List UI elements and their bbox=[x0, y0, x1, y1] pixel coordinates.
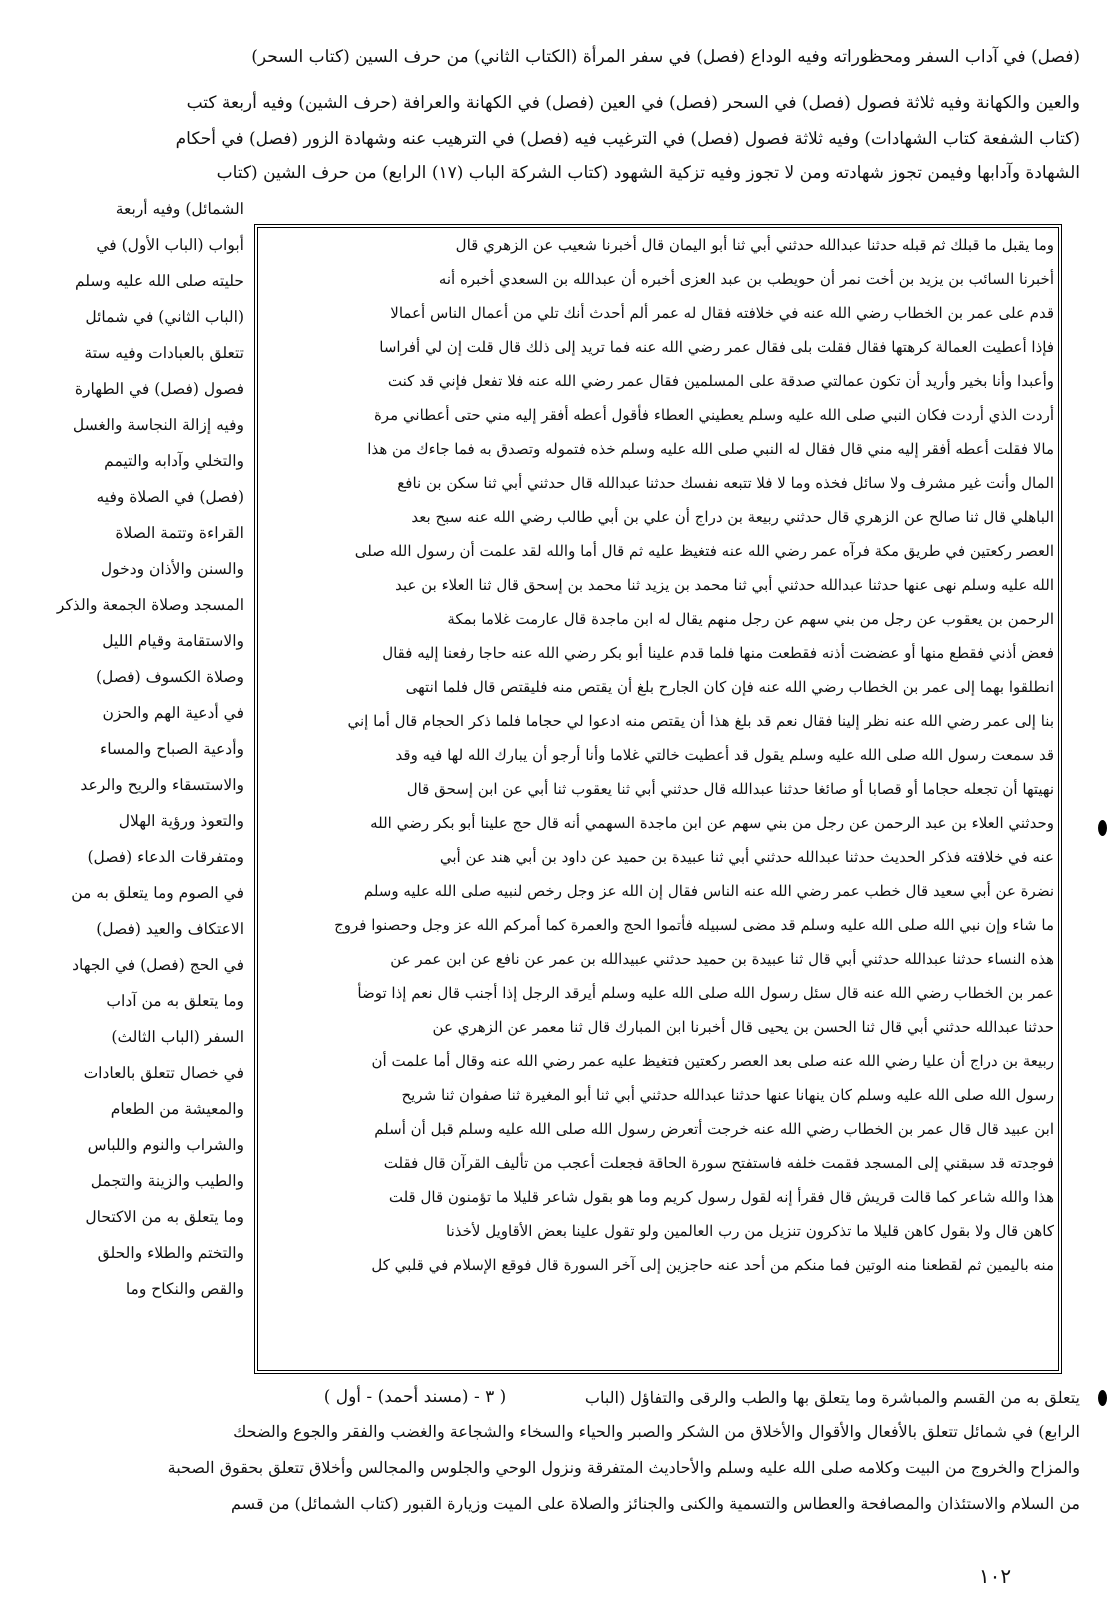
main-line: الرحمن بن يعقوب عن رجل من بني سهم عن رجل منهم يقال له ابن ماجدة قال عارمت غلاما بمكة bbox=[447, 610, 1054, 628]
main-line: قد سمعت رسول الله صلى الله عليه وسلم يقول قد أعطيت خالتي غلاما وأنا أرجو أن يبارك الله لها فيه وقد bbox=[395, 746, 1054, 764]
main-line: وحدثني العلاء بن عبد الرحمن عن رجل من بني سهم عن ابن ماجدة السهمي أنه قال حج علينا أبو بكر رضي الله bbox=[370, 814, 1054, 832]
side-line: الاعتكاف والعيد (فصل) bbox=[96, 920, 244, 938]
side-line: والتخلي وآدابه والتيمم bbox=[104, 452, 244, 470]
main-line: المال وأنت غير مشرف ولا سائل فخذه وما لا فلا تتبعه نفسك حدثنا عبدالله قال حدثني أبي ثنا سكن بن نافع bbox=[397, 474, 1054, 492]
main-line: فوجدته قد سبقني إلى المسجد فقمت خلفه فاستفتح سورة الحاقة فجعلت أعجب من تأليف القرآن قال فقلت bbox=[383, 1154, 1054, 1172]
main-line: عمر بن الخطاب رضي الله عنه قال سئل رسول الله صلى الله عليه وسلم أيرقد الرجل إذا أجنب قال نعم إذا توضأ bbox=[357, 984, 1054, 1002]
side-line: والقص والنكاح وما bbox=[125, 1280, 244, 1298]
main-line: ابن عبيد قال قال عمر بن الخطاب رضي الله عنه خرجت أتعرض رسول الله صلى الله عليه وسلم قبل أن أسلم bbox=[374, 1120, 1054, 1138]
main-line: فعض أذني فقطع منها أو عضضت أذنه فقطعت منها فلما قدم علينا أبو بكر رضي الله عنه حاجا رفعنا إليه فقال bbox=[382, 644, 1054, 662]
side-line: وصلاة الكسوف (فصل) bbox=[95, 668, 244, 686]
page-label: ( ٣ - (مسند أحمد) - أول ) bbox=[323, 1387, 507, 1407]
main-line: وما يقبل ما قبلك ثم قبله حدثنا عبدالله حدثني أبي ثنا أبو اليمان قال أخبرنا شعيب عن الزهري قال bbox=[455, 236, 1054, 254]
side-line: الشمائل) وفيه أربعة bbox=[115, 200, 244, 218]
side-line: المسجد وصلاة الجمعة والذكر bbox=[56, 596, 244, 614]
side-line: فصول (فصل) في الطهارة bbox=[74, 380, 244, 398]
side-line: والاستقامة وقيام الليل bbox=[102, 632, 244, 650]
footer-line: من السلام والاستئذان والمصافحة والعطاس والتسمية والكنى والجنائز والصلاة على الميت وزيارة القبور (كتاب الشمائل) من قسم bbox=[231, 1494, 1080, 1513]
margin-mark bbox=[1098, 1390, 1107, 1406]
main-line: كاهن قال ولا بقول كاهن قليلا ما تذكرون تنزيل من رب العالمين ولو تقول علينا بعض الأقاويل لأخذنا bbox=[446, 1222, 1054, 1240]
side-line: في أدعية الهم والحزن bbox=[102, 704, 244, 722]
main-line: أخبرنا السائب بن يزيد بن أخت نمر أن حويطب بن عبد العزى أخبره أن عبدالله بن السعدي أخبره أنه bbox=[438, 270, 1054, 288]
top-line: والعين والكهانة وفيه ثلاثة فصول (فصل) في السحر (فصل) في العين (فصل) في الكهانة والعرافة (حرف الشين) وفيه أربعة كتب bbox=[186, 93, 1080, 113]
side-line: والطيب والزينة والتجمل bbox=[90, 1172, 244, 1190]
side-line: في الحج (فصل) في الجهاد bbox=[72, 956, 244, 974]
top-line: الشهادة وآدابها وفيمن تجوز شهادته ومن لا تجوز وفيه تزكية الشهود (كتاب الشركة الباب (١٧) الرابع) من حرف الشين (كتاب bbox=[216, 163, 1080, 183]
margin-mark bbox=[1098, 820, 1107, 836]
side-line: والسنن والأذان ودخول bbox=[100, 560, 244, 578]
side-line: حليته صلى الله عليه وسلم bbox=[74, 272, 244, 290]
main-line: عنه في خلافته فذكر الحديث حدثنا عبدالله حدثني أبي ثنا عبيدة بن حميد عن داود بن أبي هند عن أبي bbox=[439, 848, 1054, 866]
side-line: وما يتعلق به من آداب bbox=[106, 992, 244, 1010]
main-line: هذا والله شاعر كما قالت قريش قال فقرأ إنه لقول رسول كريم وما هو بقول شاعر قليلا ما تؤمنون قال قلت bbox=[388, 1188, 1054, 1206]
side-line: (فصل) في الصلاة وفيه bbox=[96, 488, 244, 506]
side-line: القراءة وتتمة الصلاة bbox=[115, 524, 244, 542]
side-line: في خصال تتعلق بالعادات bbox=[83, 1064, 244, 1082]
side-line: وفيه إزالة النجاسة والغسل bbox=[72, 416, 244, 434]
main-line: منه باليمين ثم لقطعنا منه الوتين فما منكم من أحد عنه حاجزين إلى آخر السورة قال فوقع الإسلام في قلبي كل bbox=[371, 1256, 1054, 1274]
side-line: والاستسقاء والريح والرعد bbox=[80, 776, 244, 794]
side-line: تتعلق بالعبادات وفيه ستة bbox=[84, 344, 244, 362]
main-line: وأعبدا وأنا بخير وأريد أن تكون عمالتي صدقة على المسلمين فقال عمر رضي الله عنه فلا تفعل فإني قد كنت bbox=[387, 372, 1054, 390]
side-line: والمعيشة من الطعام bbox=[110, 1100, 244, 1118]
main-line: ربيعة بن دراج أن عليا رضي الله عنه صلى بعد العصر ركعتين فتغيظ عليه عمر رضي الله عنه وقال أما علمت أن bbox=[371, 1052, 1054, 1070]
main-line: العصر ركعتين في طريق مكة فرآه عمر رضي الله عنه فتغيظ عليه ثم قال أما والله لقد علمت أن رسول الله صلى bbox=[354, 542, 1054, 560]
main-line: انطلقوا بهما إلى عمر بن الخطاب رضي الله عنه فإن كان الجارح بلغ أن يقتص منه فليقتص قال فلما انتهى bbox=[405, 678, 1054, 696]
main-line: أردت الذي أردت فكان النبي صلى الله عليه وسلم يعطيني العطاء فأقول أعطه أفقر إليه مني حتى أعطاني مرة bbox=[373, 406, 1054, 424]
main-line: قدم على عمر بن الخطاب رضي الله عنه في خلافته فقال له عمر ألم أحدث أنك تلي من أعمال الناس أعمالا bbox=[390, 304, 1054, 322]
side-line: (الباب الثاني) في شمائل bbox=[85, 308, 244, 326]
footer-line: والمزاح والخروج من البيت وكلامه صلى الله عليه وسلم والأحاديث المتفرقة ونزول الوحي والجلوس والمجالس وأخلاق تتعلق بحقوق الصحبة bbox=[167, 1458, 1080, 1477]
main-line: حدثنا عبدالله حدثني أبي قال ثنا الحسن بن يحيى قال أخبرنا ابن المبارك قال ثنا معمر عن الزهري عن bbox=[432, 1018, 1054, 1036]
main-line: فإذا أعطيت العمالة كرهتها فقال فقلت بلى فقال عمر رضي الله عنه فما تريد إلى ذلك قال قلت إن لي أفراسا bbox=[379, 338, 1054, 356]
side-line: في الصوم وما يتعلق به من bbox=[71, 884, 244, 902]
main-line: بنا إلى عمر رضي الله عنه نظر إلينا فقال نعم قد بلغ هذا أن يقتص منه ادعوا لي حجاما فلما ذكر الحجام قال أما إني bbox=[347, 712, 1054, 730]
side-line: وأدعية الصباح والمساء bbox=[100, 740, 244, 758]
main-line: الله عليه وسلم نهى عنها حدثنا عبدالله حدثني أبي ثنا محمد بن يزيد ثنا محمد بن إسحق قال ثنا العلاء بن عبد bbox=[395, 576, 1054, 594]
footer-line: الرابع) في شمائل تتعلق بالأفعال والأقوال والأخلاق من الشكر والصبر والحياء والسخاء والشجاعة والغضب والفقر والجوع والضحك bbox=[233, 1422, 1080, 1441]
side-line: والشراب والنوم واللباس bbox=[87, 1136, 244, 1154]
main-line: هذه النساء حدثنا عبدالله حدثني أبي قال ثنا عبيدة بن حميد حدثني عبيدالله بن عمر عن نافع عن ابن عمر عن bbox=[390, 950, 1054, 968]
side-line: السفر (الباب الثالث) bbox=[111, 1028, 244, 1046]
main-line: نهيتها أن تجعله حجاما أو قصابا أو صائغا حدثنا عبدالله قال حدثني أبي ثنا يعقوب ثنا أبي عن ابن إسحق قال bbox=[406, 780, 1054, 798]
side-line: أبواب (الباب الأول) في bbox=[96, 236, 244, 254]
main-line: مالا فقلت أعطه أفقر إليه مني قال فقال له النبي صلى الله عليه وسلم خذه فتموله وتصدق به فما جاءك من هذا bbox=[367, 440, 1054, 458]
top-line: (كتاب الشفعة كتاب الشهادات) وفيه ثلاثة فصول (فصل) في الترغيب فيه (فصل) في الترهيب عنه وشهادة الزور (فصل) في أحكام bbox=[175, 129, 1080, 149]
side-line: والتعوذ ورؤية الهلال bbox=[118, 812, 244, 830]
main-line: رسول الله صلى الله عليه وسلم كان ينهانا عنها حدثنا عبدالله حدثني أبي ثنا أبو المغيرة ثنا صفوان ثنا شريح bbox=[401, 1086, 1054, 1104]
side-line: والتختم والطلاء والحلق bbox=[97, 1244, 244, 1262]
footer-line: يتعلق به من القسم والمباشرة وما يتعلق بها والطب والرقى والتفاؤل (الباب bbox=[584, 1388, 1080, 1407]
page-number: ١٠٢ bbox=[978, 1564, 1012, 1588]
side-line: ومتفرقات الدعاء (فصل) bbox=[87, 848, 244, 866]
side-line: وما يتعلق به من الاكتحال bbox=[85, 1208, 244, 1226]
main-line: ما شاء وإن نبي الله صلى الله عليه وسلم قد مضى لسبيله فأتموا الحج والعمرة كما أمركم الله عز وجل وحصنوا فروج bbox=[334, 916, 1054, 934]
top-line: (فصل) في آداب السفر ومحظوراته وفيه الوداع (فصل) في سفر المرأة (الكتاب الثاني) من حرف السين (كتاب السحر) bbox=[251, 47, 1080, 67]
main-line: الباهلي قال ثنا صالح عن الزهري قال حدثني ربيعة بن دراج أن علي بن أبي طالب رضي الله عنه سبح بعد bbox=[411, 508, 1054, 526]
main-line: نضرة عن أبي سعيد قال خطب عمر رضي الله عنه الناس فقال إن الله عز وجل رخص لنبيه صلى الله عليه وسلم bbox=[363, 882, 1054, 900]
